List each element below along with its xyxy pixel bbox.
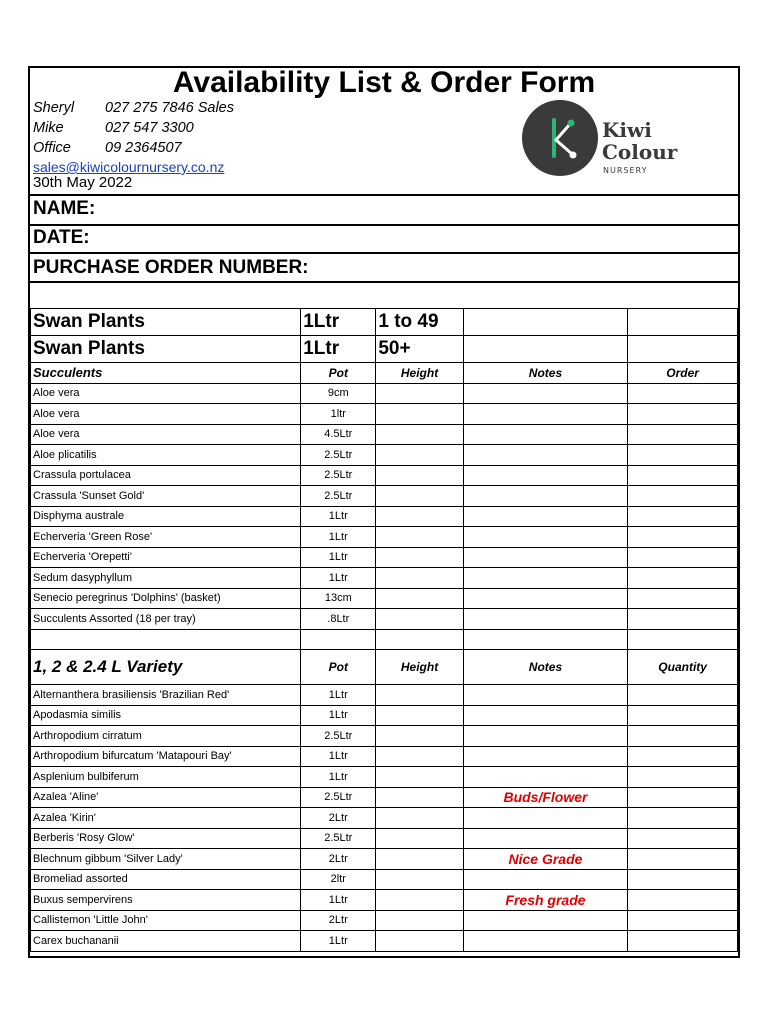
table-row xyxy=(31,588,738,609)
contact-sheryl xyxy=(33,100,234,116)
height-cell[interactable] xyxy=(376,404,463,425)
product-name: Blechnum gibbum 'Silver Lady' xyxy=(31,849,301,870)
logo-word-3: NURSERY xyxy=(603,166,648,175)
order-cell[interactable] xyxy=(628,309,738,336)
col-header-order: Order xyxy=(628,363,738,384)
notes-cell[interactable] xyxy=(463,404,628,425)
table-row xyxy=(31,404,738,425)
product-name: Berberis 'Rosy Glow' xyxy=(31,828,301,849)
notes-cell[interactable] xyxy=(463,445,628,466)
product-name: Senecio peregrinus 'Dolphins' (basket) xyxy=(31,588,301,609)
pot-size: 1Ltr xyxy=(301,547,376,568)
notes-cell[interactable]: Nice Grade xyxy=(463,849,628,870)
notes-cell[interactable] xyxy=(463,465,628,486)
height-cell[interactable] xyxy=(376,527,463,548)
pot-size: 2.5Ltr xyxy=(301,787,376,808)
height-cell[interactable] xyxy=(376,547,463,568)
height-cell[interactable] xyxy=(376,767,463,788)
order-cell[interactable] xyxy=(628,609,738,630)
order-cell[interactable] xyxy=(628,588,738,609)
height-cell[interactable] xyxy=(376,445,463,466)
logo-circle xyxy=(522,100,598,176)
product-name: Apodasmia similis xyxy=(31,705,301,726)
table-row xyxy=(31,383,738,404)
pot-size: 1Ltr xyxy=(301,746,376,767)
notes-cell[interactable] xyxy=(463,828,628,849)
notes-cell[interactable] xyxy=(463,309,628,336)
quantity-cell[interactable] xyxy=(628,767,738,788)
pot-size: 2.5Ltr xyxy=(301,486,376,507)
quantity-range: 50+ xyxy=(376,336,463,363)
contact-detail: 09 2364507 xyxy=(105,140,182,156)
height-cell[interactable] xyxy=(376,910,463,931)
quantity-cell[interactable] xyxy=(628,828,738,849)
table-row xyxy=(31,705,738,726)
quantity-cell[interactable] xyxy=(628,808,738,829)
quantity-cell[interactable] xyxy=(628,910,738,931)
height-cell[interactable] xyxy=(376,726,463,747)
table-row xyxy=(31,527,738,548)
table-row xyxy=(31,424,738,445)
swan-row xyxy=(31,336,738,363)
product-name: Carex buchananii xyxy=(31,931,301,952)
height-cell[interactable] xyxy=(376,609,463,630)
product-name: Swan Plants xyxy=(31,309,301,336)
logo-word-2: Colour xyxy=(602,140,678,164)
notes-cell[interactable] xyxy=(463,609,628,630)
height-cell[interactable] xyxy=(376,890,463,911)
order-cell[interactable] xyxy=(628,486,738,507)
kiwi-colour-logo xyxy=(520,98,690,178)
product-name: Azalea 'Aline' xyxy=(31,787,301,808)
pot-size: 2Ltr xyxy=(301,910,376,931)
table-row xyxy=(31,486,738,507)
col-header-quantity: Quantity xyxy=(628,650,738,685)
swan-row xyxy=(31,309,738,336)
height-cell[interactable] xyxy=(376,746,463,767)
product-name: Buxus sempervirens xyxy=(31,890,301,911)
section-title: 1, 2 & 2.4 L Variety xyxy=(31,650,301,685)
quantity-cell[interactable] xyxy=(628,685,738,706)
notes-cell[interactable] xyxy=(463,588,628,609)
product-name: Asplenium bulbiferum xyxy=(31,767,301,788)
notes-cell[interactable] xyxy=(463,808,628,829)
divider xyxy=(30,194,738,196)
order-cell[interactable] xyxy=(628,547,738,568)
product-name: Swan Plants xyxy=(31,336,301,363)
spacer-row xyxy=(31,629,738,650)
table-row xyxy=(31,869,738,890)
divider xyxy=(30,252,738,254)
pot-size: 1Ltr xyxy=(301,527,376,548)
order-cell[interactable] xyxy=(628,336,738,363)
availability-table xyxy=(30,308,738,952)
product-name: Aloe vera xyxy=(31,383,301,404)
height-cell[interactable] xyxy=(376,931,463,952)
notes-cell[interactable] xyxy=(463,547,628,568)
height-cell[interactable] xyxy=(376,465,463,486)
contact-detail: 027 547 3300 xyxy=(105,120,194,136)
notes-cell[interactable] xyxy=(463,869,628,890)
product-name: Echerveria 'Green Rose' xyxy=(31,527,301,548)
section-header xyxy=(31,650,738,685)
contact-office xyxy=(33,140,182,156)
col-header-height: Height xyxy=(376,650,463,685)
height-cell[interactable] xyxy=(376,588,463,609)
notes-cell[interactable] xyxy=(463,568,628,589)
pot-size: 9cm xyxy=(301,383,376,404)
table-row xyxy=(31,746,738,767)
table-row xyxy=(31,506,738,527)
notes-cell[interactable] xyxy=(463,685,628,706)
quantity-cell[interactable] xyxy=(628,869,738,890)
date-field-label: DATE: xyxy=(33,227,90,248)
divider xyxy=(30,224,738,226)
height-cell[interactable] xyxy=(376,869,463,890)
order-cell[interactable] xyxy=(628,506,738,527)
notes-cell[interactable] xyxy=(463,726,628,747)
po-field-label: PURCHASE ORDER NUMBER: xyxy=(33,257,309,278)
pot-size: 1Ltr xyxy=(301,336,376,363)
pot-size: .8Ltr xyxy=(301,609,376,630)
product-name: Aloe vera xyxy=(31,404,301,425)
product-name: Bromeliad assorted xyxy=(31,869,301,890)
height-cell[interactable] xyxy=(376,486,463,507)
height-cell[interactable] xyxy=(376,705,463,726)
pot-size: 1Ltr xyxy=(301,506,376,527)
product-name: Azalea 'Kirin' xyxy=(31,808,301,829)
quantity-cell[interactable] xyxy=(628,890,738,911)
order-form xyxy=(28,66,740,958)
order-cell[interactable] xyxy=(628,465,738,486)
order-cell[interactable] xyxy=(628,445,738,466)
height-cell[interactable] xyxy=(376,685,463,706)
notes-cell[interactable] xyxy=(463,910,628,931)
table-row xyxy=(31,767,738,788)
height-cell[interactable] xyxy=(376,424,463,445)
pot-size: 1Ltr xyxy=(301,309,376,336)
pot-size: 1Ltr xyxy=(301,685,376,706)
pot-size: 2.5Ltr xyxy=(301,726,376,747)
contact-name: Office xyxy=(33,140,71,156)
section-header xyxy=(31,363,738,384)
product-name: Callistemon 'Little John' xyxy=(31,910,301,931)
height-cell[interactable] xyxy=(376,808,463,829)
order-cell[interactable] xyxy=(628,568,738,589)
height-cell[interactable] xyxy=(376,787,463,808)
notes-cell[interactable] xyxy=(463,506,628,527)
order-cell[interactable] xyxy=(628,404,738,425)
pot-size: 13cm xyxy=(301,588,376,609)
table-row xyxy=(31,445,738,466)
table-row xyxy=(31,609,738,630)
product-name: Crassula portulacea xyxy=(31,465,301,486)
table-row xyxy=(31,849,738,870)
notes-cell[interactable]: Fresh grade xyxy=(463,890,628,911)
product-name: Arthropodium cirratum xyxy=(31,726,301,747)
pot-size: 2Ltr xyxy=(301,849,376,870)
notes-cell[interactable] xyxy=(463,931,628,952)
pot-size: 1ltr xyxy=(301,404,376,425)
table-row xyxy=(31,787,738,808)
product-name: Aloe plicatilis xyxy=(31,445,301,466)
pot-size: 2ltr xyxy=(301,869,376,890)
quantity-cell[interactable] xyxy=(628,746,738,767)
table-row xyxy=(31,685,738,706)
notes-cell[interactable] xyxy=(463,767,628,788)
pot-size: 2.5Ltr xyxy=(301,828,376,849)
product-name: Sedum dasyphyllum xyxy=(31,568,301,589)
product-name: Succulents Assorted (18 per tray) xyxy=(31,609,301,630)
table-row xyxy=(31,568,738,589)
height-cell[interactable] xyxy=(376,849,463,870)
pot-size: 4.5Ltr xyxy=(301,424,376,445)
notes-cell[interactable] xyxy=(463,486,628,507)
table-row xyxy=(31,726,738,747)
notes-cell[interactable] xyxy=(463,336,628,363)
divider xyxy=(30,281,738,283)
email-link[interactable]: sales@kiwicolournursery.co.nz xyxy=(33,159,225,175)
quantity-cell[interactable] xyxy=(628,705,738,726)
order-cell[interactable] xyxy=(628,424,738,445)
table-row xyxy=(31,465,738,486)
height-cell[interactable] xyxy=(376,568,463,589)
product-name: Alternanthera brasiliensis 'Brazilian Red' xyxy=(31,685,301,706)
pot-size: 1Ltr xyxy=(301,767,376,788)
notes-cell[interactable] xyxy=(463,705,628,726)
quantity-cell[interactable] xyxy=(628,787,738,808)
notes-cell[interactable] xyxy=(463,383,628,404)
logo-word-1: Kiwi xyxy=(602,118,652,142)
pot-size: 2.5Ltr xyxy=(301,465,376,486)
col-header-notes: Notes xyxy=(463,363,628,384)
order-cell[interactable] xyxy=(628,527,738,548)
contact-name: Mike xyxy=(33,120,64,136)
table-row xyxy=(31,931,738,952)
pot-size: 2.5Ltr xyxy=(301,445,376,466)
pot-size: 1Ltr xyxy=(301,705,376,726)
contact-mike xyxy=(33,120,194,136)
quantity-cell[interactable] xyxy=(628,726,738,747)
pot-size: 1Ltr xyxy=(301,568,376,589)
table-row xyxy=(31,808,738,829)
product-name: Crassula 'Sunset Gold' xyxy=(31,486,301,507)
pot-size: 1Ltr xyxy=(301,890,376,911)
notes-cell[interactable] xyxy=(463,746,628,767)
product-name: Disphyma australe xyxy=(31,506,301,527)
height-cell[interactable] xyxy=(376,828,463,849)
pot-size: 2Ltr xyxy=(301,808,376,829)
col-header-height: Height xyxy=(376,363,463,384)
contact-name: Sheryl xyxy=(33,100,75,116)
order-cell[interactable] xyxy=(628,383,738,404)
notes-cell[interactable] xyxy=(463,424,628,445)
notes-cell[interactable] xyxy=(463,527,628,548)
product-name: Echerveria 'Orepetti' xyxy=(31,547,301,568)
col-header-pot: Pot xyxy=(301,363,376,384)
table-row xyxy=(31,910,738,931)
height-cell[interactable] xyxy=(376,506,463,527)
quantity-cell[interactable] xyxy=(628,931,738,952)
contact-detail: 027 275 7846 Sales xyxy=(105,100,234,116)
list-date: 30th May 2022 xyxy=(33,174,133,191)
quantity-cell[interactable] xyxy=(628,849,738,870)
table-row xyxy=(31,547,738,568)
height-cell[interactable] xyxy=(376,383,463,404)
name-field-label: NAME: xyxy=(33,198,96,219)
col-header-notes: Notes xyxy=(463,650,628,685)
quantity-range: 1 to 49 xyxy=(376,309,463,336)
table-row xyxy=(31,828,738,849)
col-header-pot: Pot xyxy=(301,650,376,685)
page-title: Availability List & Order Form xyxy=(172,66,596,99)
table-row xyxy=(31,890,738,911)
section-title: Succulents xyxy=(31,363,301,384)
pot-size: 1Ltr xyxy=(301,931,376,952)
product-name: Aloe vera xyxy=(31,424,301,445)
notes-cell[interactable]: Buds/Flower xyxy=(463,787,628,808)
product-name: Arthropodium bifurcatum 'Matapouri Bay' xyxy=(31,746,301,767)
